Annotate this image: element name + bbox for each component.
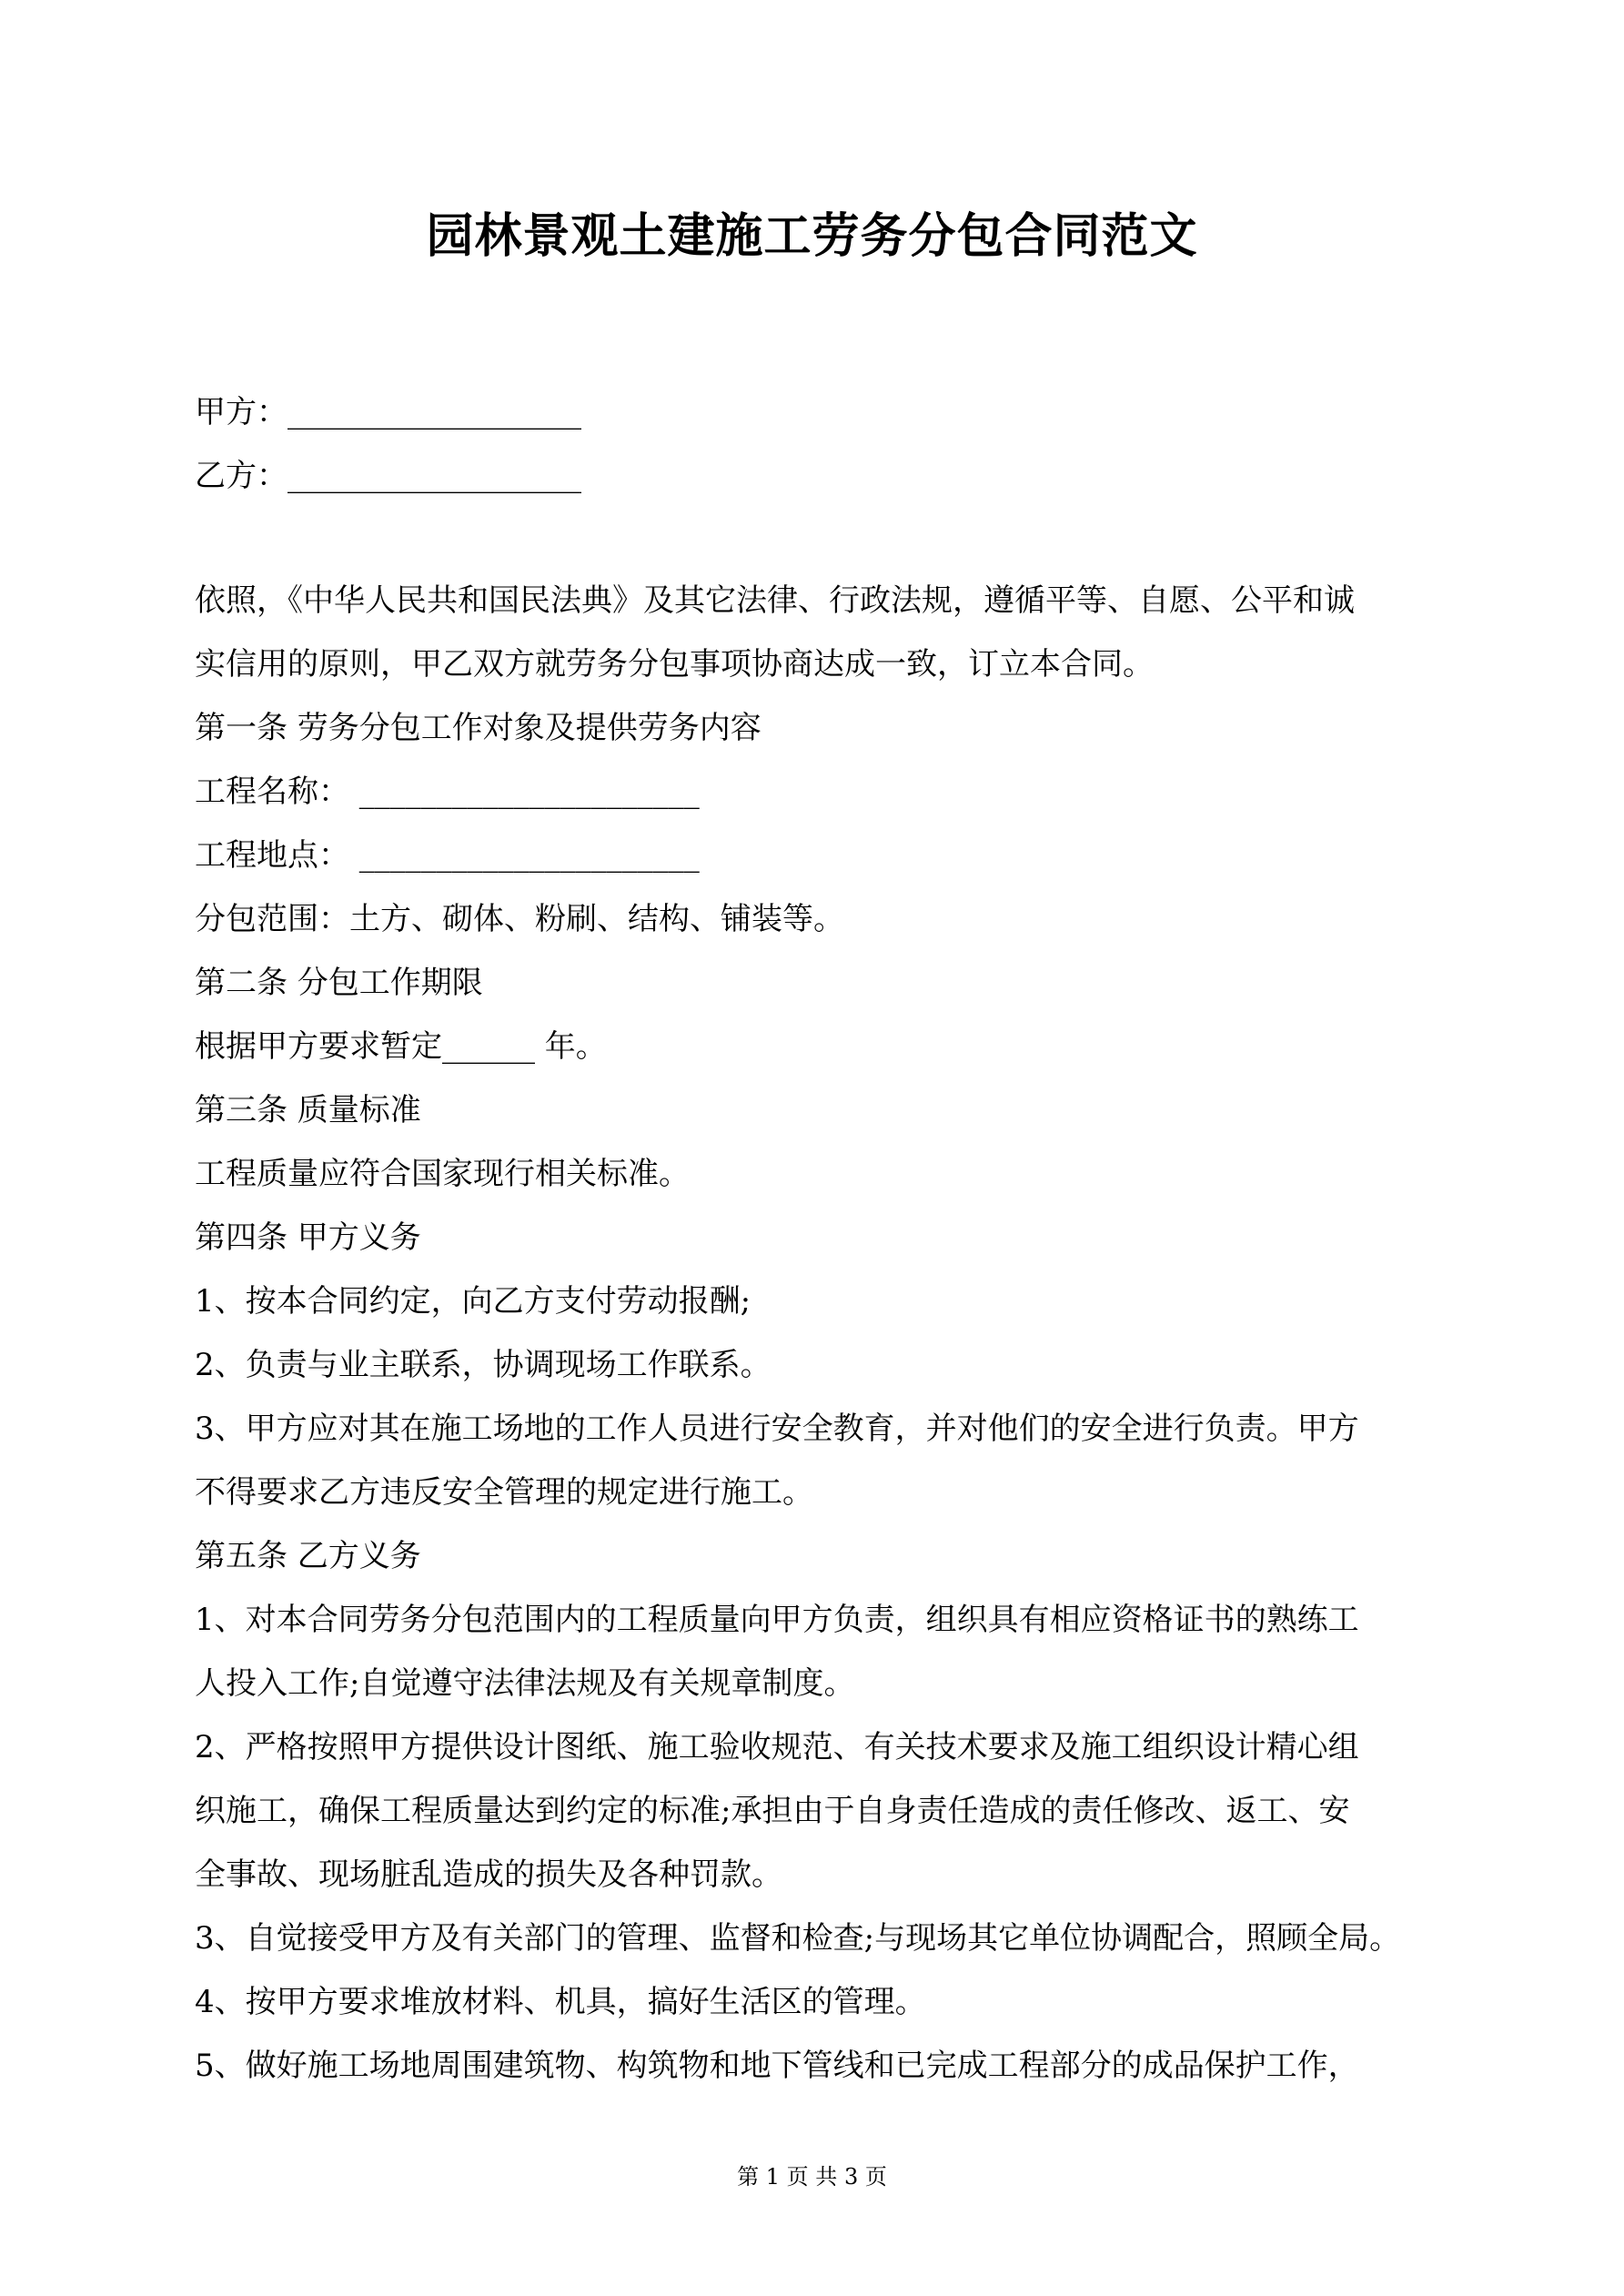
article-heading: 第四条 甲方义务 [195, 1219, 421, 1256]
article-heading: 第二条 分包工作期限 [195, 965, 483, 1001]
paragraph-line: 织施工，确保工程质量达到约定的标准;承担由于自身责任造成的责任修改、返工、安 [195, 1793, 1350, 1829]
document-title: 园林景观土建施工劳务分包合同范文 [426, 208, 1198, 264]
paragraph-line: 全事故、现场脏乱造成的损失及各种罚款。 [195, 1856, 782, 1893]
paragraph-line: 工程名称： ______________________ [195, 774, 700, 810]
paragraph-line: 实信用的原则，甲乙双方就劳务分包事项协商达成一致，订立本合同。 [195, 646, 1154, 683]
paragraph-line: 不得要求乙方违反安全管理的规定进行施工。 [195, 1474, 813, 1511]
article-heading: 第五条 乙方义务 [195, 1538, 421, 1574]
paragraph-line: 根据甲方要求暂定______ 年。 [195, 1028, 607, 1065]
paragraph-line: 5、做好施工场地周围建筑物、构筑物和地下管线和已完成工程部分的成品保护工作， [195, 2048, 1359, 2084]
party-a-line: 甲方：___________________ [195, 394, 581, 430]
paragraph-line: 1、对本合同劳务分包范围内的工程质量向甲方负责，组织具有相应资格证书的熟练工 [195, 1602, 1359, 1638]
paragraph-line: 工程地点： ______________________ [195, 837, 700, 874]
paragraph-line: 工程质量应符合国家现行相关标准。 [195, 1156, 690, 1192]
paragraph-line: 3、甲方应对其在施工场地的工作人员进行安全教育，并对他们的安全进行负责。甲方 [195, 1411, 1359, 1447]
article-heading: 第一条 劳务分包工作对象及提供劳务内容 [195, 710, 762, 746]
party-b-line: 乙方：___________________ [195, 458, 581, 494]
paragraph-line: 分包范围：土方、砌体、粉刷、结构、铺装等。 [195, 901, 844, 937]
paragraph-line: 4、按甲方要求堆放材料、机具，搞好生活区的管理。 [195, 1984, 926, 2020]
paragraph-line: 人投入工作;自觉遵守法律法规及有关规章制度。 [195, 1665, 855, 1702]
paragraph-line: 2、严格按照甲方提供设计图纸、施工验收规范、有关技术要求及施工组织设计精心组 [195, 1729, 1359, 1765]
paragraph-line: 3、自觉接受甲方及有关部门的管理、监督和检查;与现场其它单位协调配合，照顾全局。 [195, 1920, 1401, 1957]
article-heading: 第三条 质量标准 [195, 1092, 421, 1128]
page-number-footer: 第 1 页 共 3 页 [737, 2164, 887, 2190]
paragraph-line: 1、按本合同约定，向乙方支付劳动报酬; [195, 1283, 751, 1320]
paragraph-line: 2、负责与业主联系，协调现场工作联系。 [195, 1347, 772, 1383]
paragraph-line: 依照，《中华人民共和国民法典》及其它法律、行政法规，遵循平等、自愿、公平和诚 [195, 582, 1355, 619]
